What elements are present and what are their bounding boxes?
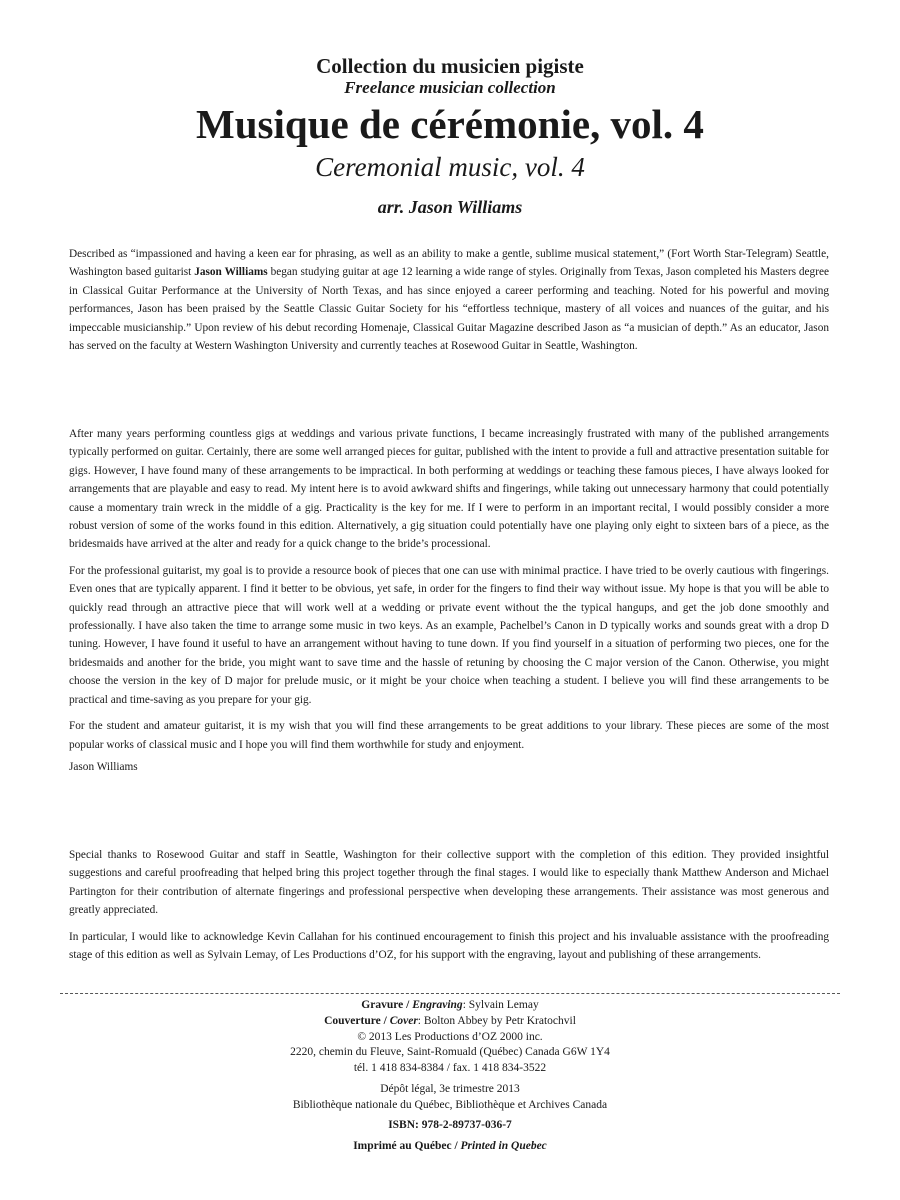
page-title-en: Ceremonial music, vol. 4: [315, 152, 585, 182]
cover-label-fr: Couverture /: [324, 1014, 390, 1027]
header: [0, 54, 900, 218]
biography: [69, 245, 829, 355]
bio-name: Jason Williams: [194, 266, 268, 279]
acknowledgements-paragraph-2: In particular, I would like to acknowledge Kevin Callahan for his continued encouragement to finish this project and his invaluable assistance with the proofreading stage of this edition as well as Sylvain Lemay, of Les Productions d’OZ, for his support with the engraving, layout and publishing of these arrangements.: [69, 930, 829, 962]
copyright: © 2013 Les Productions d’OZ 2000 inc.: [357, 1030, 543, 1043]
engraving-label-fr: Gravure /: [361, 999, 413, 1011]
preface-paragraph-3: For the student and amateur guitarist, it is my wish that you will find these arrangements to be great additions to your library. These pieces are some of the most popular works of classical music and I hope you will find them worthwhile for study and enjoyment.: [69, 720, 829, 751]
cover-label-en: Cover: [389, 1014, 418, 1027]
preface: [69, 425, 829, 776]
series-title-fr: Collection du musicien pigiste: [316, 54, 584, 78]
printed-in: [0, 1139, 900, 1155]
preface-paragraph-1: After many years performing countless gigs at weddings and various private functions, I became increasingly frustrated with many of the published arrangements typically performed on guitar. Certainly, there are some well arranged pieces for guitar, published with the intent to provide a full and attractive presentation suitable for gigs. However, I have found many of these arrangements to be impractical. In both performing at weddings or teaching these famous pieces, I have always looked for arrangements that are playable and easy to read. My intent here is to avoid awkward shifts and fingerings, while taking out unnecessary harmony that could potentially cause a momentary train wreck in the middle of a gig. Practicality is the key for me. If I were to perform in an important recital, I would possibly consider a more robust version of some of the works found in this edition. Alternatively, a gig situation could potentially have one playing only eight to sixteen bars of a piece, as the bridesmaids have arrived at the alter and ready for a quick change to the bride’s processional.: [69, 428, 829, 551]
cover-credit: [0, 1014, 900, 1030]
publisher-phone: tél. 1 418 834-8384 / fax. 1 418 834-3522: [353, 1062, 547, 1075]
preface-paragraph-2: For the professional guitarist, my goal is to provide a resource book of pieces that one can use with minimal practice. I have tried to be overly cautious with fingerings. Even ones that are typically apparent. I find it better to be obvious, yet safe, in order for the fingers to find their way without issue. My hope is that you will be able to quickly read through an attractive piece that will work well at a wedding or private event without the the typical hangups, and get the job done smoothly and professionally. I have also taken the time to arrange some music in two keys. As an example, Pachelbel’s Canon in D typically works and sounds great with a drop D tuning. However, I have found it useful to have an arrangement without having to tune down. If you find yourself in a situation of performing two pieces, one for the bridesmaids and another for the bride, you might want to save time and the hassle of retuning by choosing the C major version of the Canon. Otherwise, you might choose the version in the key of D major for prelude music, or it might be your choice when teaching a student. I believe you will find these arrangements to be practical and time-saving as you prepare for your gig.: [69, 564, 829, 706]
engraving-label: [361, 999, 462, 1011]
divider: [60, 993, 840, 994]
bio-text-2: began studying guitar at age 12 learning a wide range of styles. Originally from Texas, Jason completed his Masters degree in Classical Guitar Performance at the University of North Texas, and has since enjoyed a career performing and teaching. Noted for his powerful and moving performances, Jason has been praised by the Seattle Classic Guitar Society for his “effortless technique, mastery of all voices and nuances of the guitar, and his impeccable musicianship.” Upon review of his debut recording Homenaje, Classical Guitar Magazine described Jason as “a musician of depth.” As an educator, Jason has served on the faculty at Western Washington University and currently teaches at Rosewood Guitar in Seattle, Washington.: [69, 266, 829, 353]
engraving-credit: [0, 998, 900, 1014]
acknowledgements-paragraph-1: Special thanks to Rosewood Guitar and staff in Seattle, Washington for their collective support with the completion of this edition. They provided insightful suggestions and careful proofreading that helped bring this project together through the final stages. I would like to especially thank Matthew Anderson and Michael Partington for their contribution of alternate fingerings and professional perspective when developing these arrangements. Their assistance was most generous and greatly appreciated.: [69, 849, 829, 917]
bio-text-1: Described as “impassioned and having a keen ear for phrasing, as well as an ability to make a gentle, sublime musical statement,” (Fort Worth Star-Telegram) Seattle, Washington based guitarist: [69, 248, 829, 279]
cover-value: : Bolton Abbey by Petr Kratochvil: [417, 1014, 576, 1027]
isbn: ISBN: 978-2-89737-036-7: [388, 1118, 512, 1131]
printed-in-fr: Imprimé au Québec /: [353, 1140, 461, 1153]
acknowledgements: [69, 846, 829, 964]
cover-label: [324, 1015, 418, 1027]
colophon: [0, 998, 900, 1155]
page-title-fr: Musique de cérémonie, vol. 4: [196, 101, 704, 147]
engraving-label-en: Engraving: [412, 999, 463, 1011]
arranger: arr. Jason Williams: [377, 197, 523, 217]
signature: Jason Williams: [69, 760, 138, 773]
legal-deposit: Dépôt légal, 3e trimestre 2013: [380, 1082, 520, 1095]
engraving-value: : Sylvain Lemay: [462, 999, 539, 1011]
libraries: Bibliothèque nationale du Québec, Bibliothèque et Archives Canada: [292, 1098, 608, 1111]
printed-in-en: Printed in Quebec: [460, 1140, 547, 1153]
publisher-address: 2220, chemin du Fleuve, Saint-Romuald (Québec) Canada G6W 1Y4: [290, 1046, 610, 1059]
biography-paragraph: [69, 245, 829, 355]
series-title-en: Freelance musician collection: [344, 78, 556, 97]
